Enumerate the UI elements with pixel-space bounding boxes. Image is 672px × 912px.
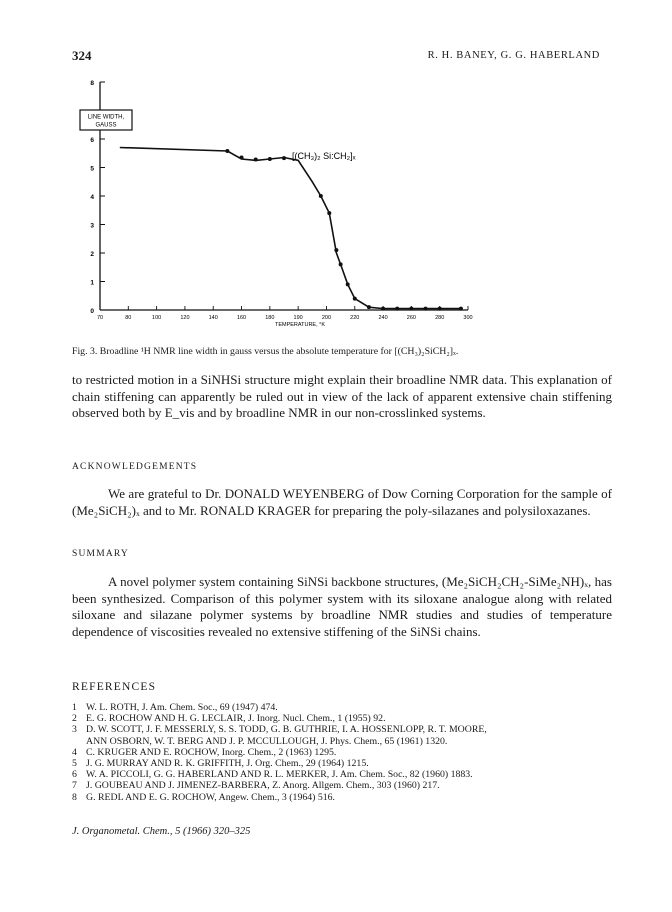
data-point	[367, 305, 371, 309]
reference-text: D. W. SCOTT, J. F. MESSERLY, S. S. TODD, G. B. GUTHRIE, I. A. HOSSENLOPP, R. T. MOORE,	[86, 724, 487, 736]
reference-number: 8	[72, 791, 77, 803]
data-point	[240, 156, 244, 160]
reference-item	[72, 713, 612, 724]
reference-text: E. G. ROCHOW AND H. G. LECLAIR, J. Inorg. Nucl. Chem., 1 (1955) 92.	[86, 713, 386, 725]
data-point	[327, 211, 331, 215]
data-point	[339, 262, 343, 266]
reference-item	[72, 769, 612, 780]
reference-text: J. G. MURRAY AND R. K. GRIFFITH, J. Org. Chem., 29 (1964) 1215.	[86, 758, 369, 770]
y-tick-label: 2	[90, 251, 94, 258]
tick-labels	[87, 80, 473, 321]
reference-text: W. L. ROTH, J. Am. Chem. Soc., 69 (1947) 474.	[86, 702, 278, 713]
acknowledgements-text: We are grateful to Dr. DONALD WEYENBERG of Dow Corning Corporation for the sample of (Me₂SiCH₂)ₓ and to Mr. RONALD KRAGER for preparing the poly-silazanes and polysiloxazanes.	[72, 486, 612, 518]
line-width-chart	[66, 76, 486, 342]
legend-box-line-2: GAUSS	[95, 122, 117, 129]
data-point	[424, 307, 428, 311]
data-point	[395, 307, 399, 311]
data-point	[225, 149, 229, 153]
data-point	[319, 194, 323, 198]
acknowledgements-heading: ACKNOWLEDGEMENTS	[72, 462, 198, 472]
data-point	[334, 248, 338, 252]
x-tick-label: 70	[96, 315, 104, 321]
x-tick-label: 140	[208, 315, 218, 321]
reference-item	[72, 792, 612, 803]
x-tick-label: 300	[463, 315, 473, 321]
legend-box-line-1: LINE WIDTH,	[87, 114, 125, 121]
x-tick-label: 260	[406, 315, 416, 321]
legend-box	[80, 110, 132, 130]
references-list	[72, 702, 612, 803]
data-point	[254, 158, 258, 162]
reference-number	[72, 736, 86, 747]
reference-number: 7	[72, 780, 77, 792]
reference-text: G. REDL AND E. G. ROCHOW, Angew. Chem., 3 (1964) 516.	[86, 791, 335, 803]
page-number: 324	[72, 48, 92, 63]
reference-text: J. GOUBEAU AND J. JIMENEZ-BARBERA, Z. Anorg. Allgem. Chem., 303 (1960) 217.	[86, 780, 440, 792]
data-point	[381, 307, 385, 311]
y-tick-label: 4	[90, 194, 94, 201]
reference-text: C. KRUGER AND E. ROCHOW, Inorg. Chem., 2 (1963) 1295.	[86, 746, 337, 758]
data-point	[459, 307, 463, 311]
x-tick-label: 220	[350, 315, 360, 321]
x-tick-label: 120	[180, 315, 190, 321]
x-tick-label: 180	[265, 315, 275, 321]
reference-item	[72, 780, 612, 791]
reference-number: 4	[72, 746, 77, 758]
y-tick-label: 5	[90, 165, 94, 173]
line-width-curve	[120, 148, 461, 309]
reference-item-continuation	[72, 736, 612, 747]
reference-number: 6	[72, 769, 77, 781]
data-point	[346, 282, 350, 286]
y-tick-label: 3	[90, 222, 94, 230]
y-tick-label: 6	[90, 137, 94, 144]
x-tick-label: 160	[236, 315, 247, 321]
summary-text: A novel polymer system containing SiNSi backbone structures, (Me₂SiCH₂CH₂-SiMe₂NH)ₓ, has been synthesized. Comparison of this polymer system with its siloxane analogue along with related siloxane and silazane polymer systems by broadline NMR studies and studies of temperature dependence of viscosities revealed no extensive stiffening of the SiNSi chains.	[72, 574, 612, 639]
x-tick-label: 100	[152, 315, 162, 321]
y-tick-label: 8	[90, 80, 94, 87]
reference-number: 2	[72, 713, 77, 725]
x-tick-label: 80	[125, 315, 132, 321]
data-point	[268, 157, 272, 161]
data-point	[353, 297, 357, 301]
reference-item	[72, 758, 612, 769]
chart-axes	[100, 82, 468, 310]
reference-item	[72, 747, 612, 758]
summary-heading: SUMMARY	[72, 549, 129, 559]
data-point	[438, 307, 442, 311]
reference-number: 1	[72, 702, 77, 713]
reference-number: 3	[72, 724, 77, 736]
references-heading: REFERENCES	[72, 681, 157, 693]
y-tick-label: 1	[90, 279, 94, 287]
reference-item	[72, 702, 612, 713]
y-tick-label: 0	[90, 308, 94, 315]
formula-label: [(CH₃)₂ Si:CH₂]ₓ	[292, 151, 356, 161]
figure-caption: Fig. 3. Broadline ¹H NMR line width in gauss versus the absolute temperature for [(CH₃)₂SiCH₂]ₓ.	[72, 346, 459, 357]
x-tick-label: 190	[293, 315, 303, 321]
body-paragraph-1: to restricted motion in a SiNHSi structure might explain their broadline NMR data. This explanation of chain stiffening can apparently be ruled out in view of the lack of apparent extensive chain stiffening observed both by E_vis and by broadline NMR in our non-crosslinked systems.	[72, 372, 612, 420]
x-tick-label: 280	[435, 315, 445, 321]
reference-text: ANN OSBORN, W. T. BERG AND J. P. MCCULLOUGH, J. Phys. Chem., 65 (1961) 1320.	[86, 735, 448, 747]
x-tick-label: 200	[321, 315, 332, 321]
data-point	[282, 156, 286, 160]
running-header-authors: R. H. BANEY, G. G. HABERLAND	[427, 50, 600, 61]
data-point	[409, 307, 413, 311]
x-tick-label: 240	[378, 315, 388, 321]
journal-footer: J. Organometal. Chem., 5 (1966) 320–325	[72, 826, 251, 837]
reference-item	[72, 724, 612, 735]
reference-text: W. A. PICCOLI, G. G. HABERLAND AND R. L. MERKER, J. Am. Chem. Soc., 82 (1960) 1883.	[86, 769, 473, 781]
reference-number: 5	[72, 758, 77, 770]
data-points	[225, 149, 463, 311]
x-axis-label: TEMPERATURE, °K	[274, 322, 326, 328]
